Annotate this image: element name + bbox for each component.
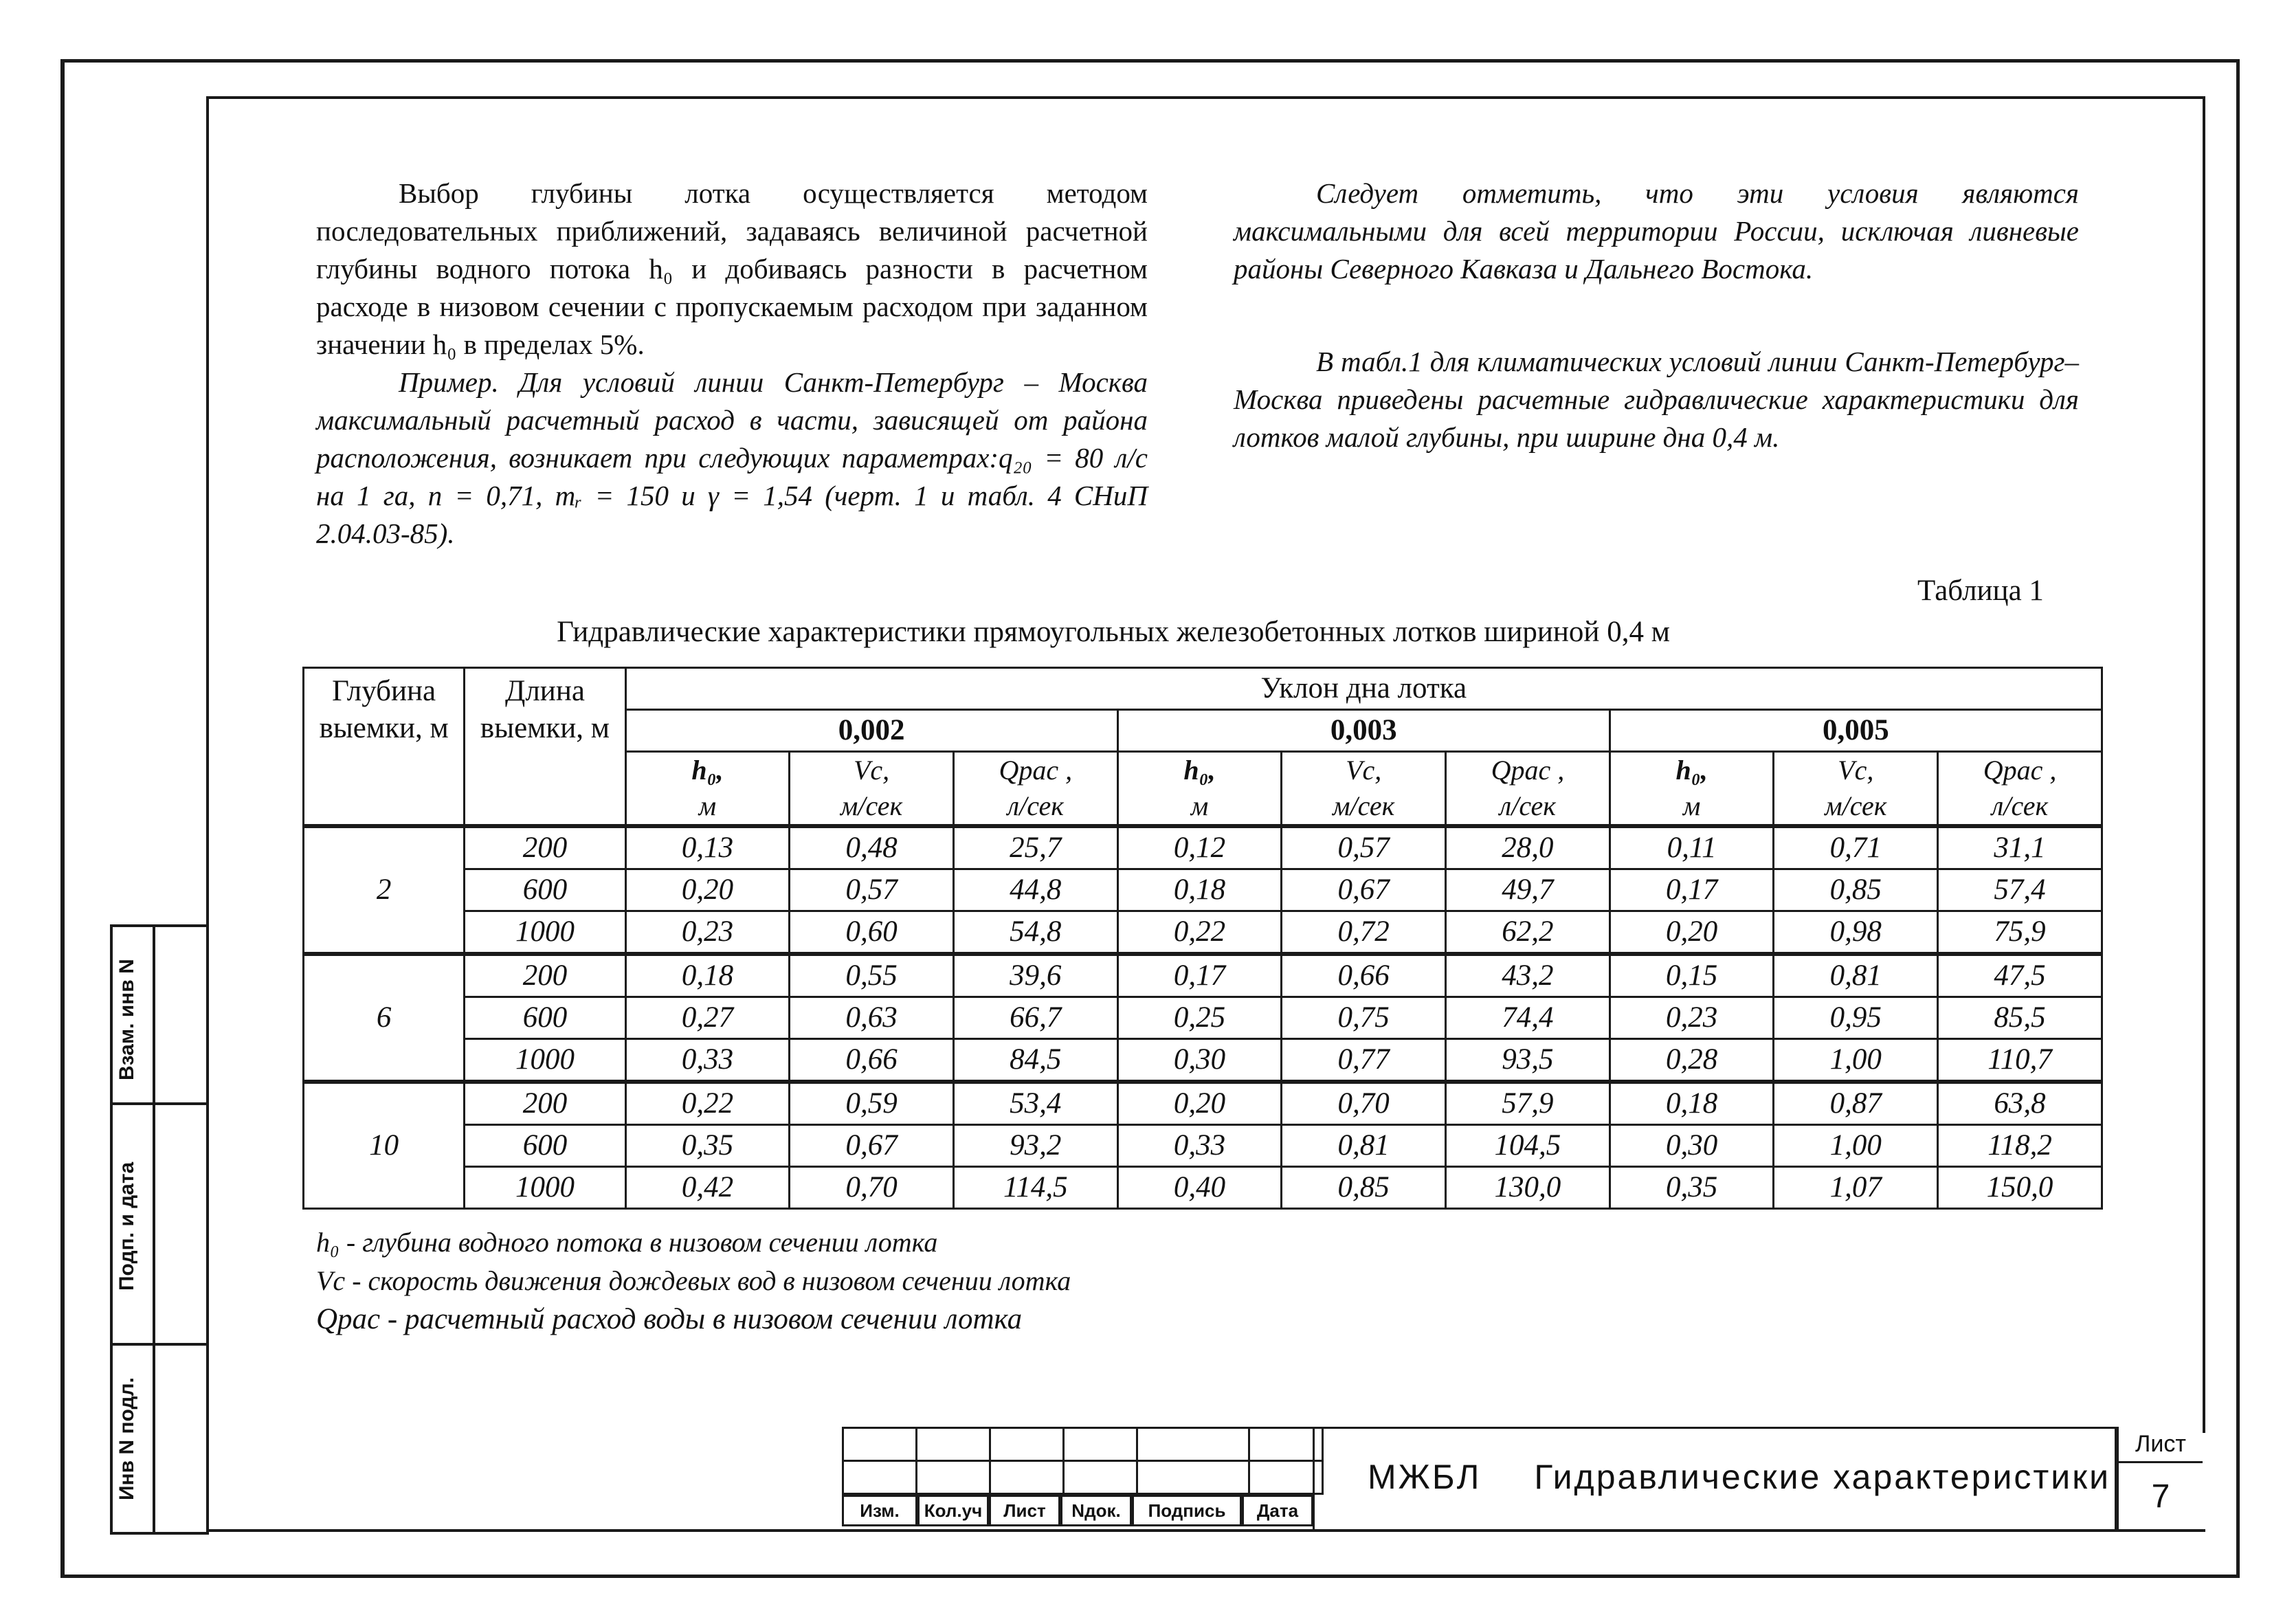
- revision-label: Дата: [1242, 1495, 1313, 1526]
- value-cell: 0,75: [1282, 997, 1446, 1039]
- header-h-2: [1117, 752, 1282, 827]
- side-stamp-divider: [153, 927, 155, 1532]
- header-v-symbol: Vc,: [853, 755, 890, 786]
- value-cell: 130,0: [1445, 1167, 1610, 1209]
- value-cell: 57,9: [1445, 1082, 1610, 1125]
- value-cell: 25,7: [953, 826, 1117, 869]
- value-cell: 0,66: [790, 1039, 954, 1082]
- value-cell: 0,17: [1117, 954, 1282, 997]
- revision-labels: [842, 1495, 1313, 1526]
- depth-cell: 10: [304, 1082, 465, 1209]
- value-cell: 0,33: [1117, 1125, 1282, 1167]
- revision-label: Кол.уч: [917, 1495, 989, 1526]
- header-q-unit: л/сек: [1991, 790, 2049, 821]
- value-cell: 0,40: [1117, 1167, 1282, 1209]
- header-h-1: [625, 752, 790, 827]
- right-paragraph-1: Следует отметить, что эти условия являются максимальными для всей территории России, исключая ливневые районы Северного Кавказа и Дальнего Востока.: [1234, 177, 2079, 285]
- value-cell: 0,60: [790, 911, 954, 955]
- value-cell: 1,07: [1774, 1167, 1938, 1209]
- value-cell: 74,4: [1445, 997, 1610, 1039]
- value-cell: 66,7: [953, 997, 1117, 1039]
- length-cell: 200: [465, 1082, 625, 1125]
- value-cell: 0,57: [790, 869, 954, 911]
- value-cell: 0,35: [625, 1125, 790, 1167]
- revision-grid: [842, 1427, 1324, 1495]
- sheet-label: Лист: [2119, 1427, 2203, 1463]
- value-cell: 110,7: [1938, 1039, 2102, 1082]
- header-h-symbol: h₀,: [691, 755, 724, 786]
- value-cell: 0,18: [1610, 1082, 1774, 1125]
- value-cell: 0,48: [790, 826, 954, 869]
- document-title: Гидравлические характеристики: [1534, 1458, 2111, 1496]
- legend-vc: Vc - скорость движения дождевых вод в низовом сечении лотка: [316, 1265, 1071, 1296]
- revision-label: Лист: [989, 1495, 1060, 1526]
- value-cell: 39,6: [953, 954, 1117, 997]
- value-cell: 0,70: [790, 1167, 954, 1209]
- table-title: Гидравлические характеристики прямоугольных железобетонных лотков шириной 0,4 м: [557, 616, 1670, 648]
- table-row: [304, 1082, 2102, 1125]
- value-cell: 0,23: [625, 911, 790, 955]
- header-q-symbol: Qрас ,: [999, 755, 1073, 786]
- side-stamp: [110, 924, 209, 1535]
- value-cell: 93,2: [953, 1125, 1117, 1167]
- table-row: [304, 826, 2102, 869]
- value-cell: 0,35: [1610, 1167, 1774, 1209]
- length-cell: 600: [465, 869, 625, 911]
- left-column: [316, 175, 1148, 553]
- revision-label: Подпись: [1132, 1495, 1242, 1526]
- value-cell: 0,63: [790, 997, 954, 1039]
- value-cell: 0,23: [1610, 997, 1774, 1039]
- value-cell: 118,2: [1938, 1125, 2102, 1167]
- table-row: [304, 1039, 2102, 1082]
- value-cell: 0,70: [1282, 1082, 1446, 1125]
- value-cell: 0,12: [1117, 826, 1282, 869]
- vzam-inv-label: Взам. инв N: [115, 959, 138, 1081]
- value-cell: 0,28: [1610, 1039, 1774, 1082]
- header-depth: Глубина выемки, м: [304, 668, 465, 827]
- legend-qpac: Qрас - расчетный расход воды в низовом сечении лотка: [316, 1303, 1023, 1335]
- header-h-3: [1610, 752, 1774, 827]
- revision-label: Nдок.: [1060, 1495, 1132, 1526]
- value-cell: 57,4: [1938, 869, 2102, 911]
- legend-h0: h₀ - глубина водного потока в низовом сечении лотка: [316, 1227, 938, 1258]
- value-cell: 0,95: [1774, 997, 1938, 1039]
- length-cell: 1000: [465, 1167, 625, 1209]
- value-cell: 0,71: [1774, 826, 1938, 869]
- value-cell: 44,8: [953, 869, 1117, 911]
- value-cell: 0,67: [1282, 869, 1446, 911]
- header-slope-3: 0,005: [1610, 710, 2102, 752]
- value-cell: 0,17: [1610, 869, 1774, 911]
- value-cell: 0,11: [1610, 826, 1774, 869]
- header-q-2: [1445, 752, 1610, 827]
- depth-cell: 6: [304, 954, 465, 1082]
- value-cell: 0,30: [1610, 1125, 1774, 1167]
- header-q-1: [953, 752, 1117, 827]
- value-cell: 93,5: [1445, 1039, 1610, 1082]
- header-slope: Уклон дна лотка: [625, 668, 2102, 710]
- hydraulic-table: [302, 667, 2103, 1210]
- value-cell: 0,18: [625, 954, 790, 997]
- table-row: [304, 1125, 2102, 1167]
- value-cell: 0,13: [625, 826, 790, 869]
- header-v-unit: м/сек: [1825, 790, 1887, 821]
- inv-podl-label: Инв N подл.: [115, 1377, 138, 1501]
- right-paragraph-2: В табл.1 для климатических условий линии Санкт-Петербург–Москва приведены расчетные гидравлические характеристики для лотков малой глубины, при ширине дна 0,4 м.: [1234, 346, 2079, 453]
- side-stamp-row-divider: [113, 1343, 209, 1346]
- length-cell: 1000: [465, 911, 625, 955]
- header-length: Длина выемки, м: [465, 668, 625, 827]
- value-cell: 49,7: [1445, 869, 1610, 911]
- value-cell: 75,9: [1938, 911, 2102, 955]
- table-number: Таблица 1: [1917, 575, 2044, 607]
- right-column: [1234, 175, 2079, 456]
- value-cell: 0,22: [625, 1082, 790, 1125]
- header-q-symbol: Qрас ,: [1983, 755, 2057, 786]
- value-cell: 0,98: [1774, 911, 1938, 955]
- sheet-box: [2117, 1427, 2203, 1529]
- value-cell: 63,8: [1938, 1082, 2102, 1125]
- left-paragraph-example: Пример. Для условий линии Санкт-Петербург – Москва максимальный расчетный расход в части, зависящей от района расположения, возникает при следующих параметрах:q₂₀ = 80 л/с на 1 га, n = 0,71, mᵣ = 150 и γ = 1,54 (черт. 1 и табл. 4 СНиП 2.04.03-85).: [316, 366, 1148, 549]
- header-h-unit: м: [1190, 790, 1209, 821]
- value-cell: 0,72: [1282, 911, 1446, 955]
- length-cell: 200: [465, 954, 625, 997]
- value-cell: 0,33: [625, 1039, 790, 1082]
- header-v-unit: м/сек: [1332, 790, 1395, 821]
- value-cell: 53,4: [953, 1082, 1117, 1125]
- header-slope-2: 0,003: [1117, 710, 1610, 752]
- value-cell: 0,66: [1282, 954, 1446, 997]
- header-q-unit: л/сек: [1499, 790, 1557, 821]
- revision-label: Изм.: [842, 1495, 917, 1526]
- left-paragraph-1: Выбор глубины лотка осуществляется методом последовательных приближений, задаваясь величиной расчетной глубины водного потока h₀ и добиваясь разности в расчетном расходе в низовом сечении с пропускаемым расходом при заданном значении h₀ в пределах 5%.: [316, 177, 1148, 360]
- value-cell: 0,81: [1282, 1125, 1446, 1167]
- header-q-3: [1938, 752, 2102, 827]
- depth-cell: 2: [304, 826, 465, 954]
- header-h-symbol: h₀,: [1675, 755, 1708, 786]
- header-q-unit: л/сек: [1007, 790, 1064, 821]
- value-cell: 114,5: [953, 1167, 1117, 1209]
- header-v-3: [1774, 752, 1938, 827]
- value-cell: 43,2: [1445, 954, 1610, 997]
- header-v-1: [790, 752, 954, 827]
- value-cell: 0,30: [1117, 1039, 1282, 1082]
- value-cell: 1,00: [1774, 1125, 1938, 1167]
- value-cell: 0,20: [625, 869, 790, 911]
- header-slope-1: 0,002: [625, 710, 1117, 752]
- header-h-symbol: h₀,: [1183, 755, 1216, 786]
- value-cell: 0,27: [625, 997, 790, 1039]
- header-v-symbol: Vc,: [1346, 755, 1382, 786]
- side-stamp-row-divider: [113, 1102, 209, 1105]
- sheet-number: 7: [2151, 1478, 2170, 1515]
- value-cell: 0,85: [1282, 1167, 1446, 1209]
- value-cell: 0,20: [1117, 1082, 1282, 1125]
- document-code: МЖБЛ: [1368, 1458, 1482, 1496]
- value-cell: 0,55: [790, 954, 954, 997]
- value-cell: 54,8: [953, 911, 1117, 955]
- length-cell: 600: [465, 997, 625, 1039]
- podp-data-label: Подп. и дата: [115, 1161, 138, 1291]
- table-row: [304, 997, 2102, 1039]
- table-row: [304, 954, 2102, 997]
- value-cell: 0,67: [790, 1125, 954, 1167]
- table-row: [304, 911, 2102, 955]
- value-cell: 31,1: [1938, 826, 2102, 869]
- title-block-title: [1368, 1457, 2110, 1497]
- table-legend: [316, 1223, 1071, 1339]
- value-cell: 0,15: [1610, 954, 1774, 997]
- value-cell: 0,87: [1774, 1082, 1938, 1125]
- value-cell: 0,59: [790, 1082, 954, 1125]
- value-cell: 0,85: [1774, 869, 1938, 911]
- length-cell: 200: [465, 826, 625, 869]
- value-cell: 0,57: [1282, 826, 1446, 869]
- value-cell: 85,5: [1938, 997, 2102, 1039]
- value-cell: 62,2: [1445, 911, 1610, 955]
- table-row: [304, 1167, 2102, 1209]
- length-cell: 600: [465, 1125, 625, 1167]
- header-q-symbol: Qрас ,: [1491, 755, 1565, 786]
- table-row: [304, 869, 2102, 911]
- header-h-unit: м: [698, 790, 717, 821]
- value-cell: 0,18: [1117, 869, 1282, 911]
- value-cell: 0,20: [1610, 911, 1774, 955]
- value-cell: 150,0: [1938, 1167, 2102, 1209]
- value-cell: 0,25: [1117, 997, 1282, 1039]
- header-v-2: [1282, 752, 1446, 827]
- value-cell: 0,77: [1282, 1039, 1446, 1082]
- value-cell: 47,5: [1938, 954, 2102, 997]
- value-cell: 1,00: [1774, 1039, 1938, 1082]
- header-v-symbol: Vc,: [1838, 755, 1874, 786]
- header-v-unit: м/сек: [840, 790, 903, 821]
- value-cell: 84,5: [953, 1039, 1117, 1082]
- value-cell: 0,22: [1117, 911, 1282, 955]
- value-cell: 0,42: [625, 1167, 790, 1209]
- header-h-unit: м: [1682, 790, 1701, 821]
- value-cell: 28,0: [1445, 826, 1610, 869]
- value-cell: 104,5: [1445, 1125, 1610, 1167]
- length-cell: 1000: [465, 1039, 625, 1082]
- value-cell: 0,81: [1774, 954, 1938, 997]
